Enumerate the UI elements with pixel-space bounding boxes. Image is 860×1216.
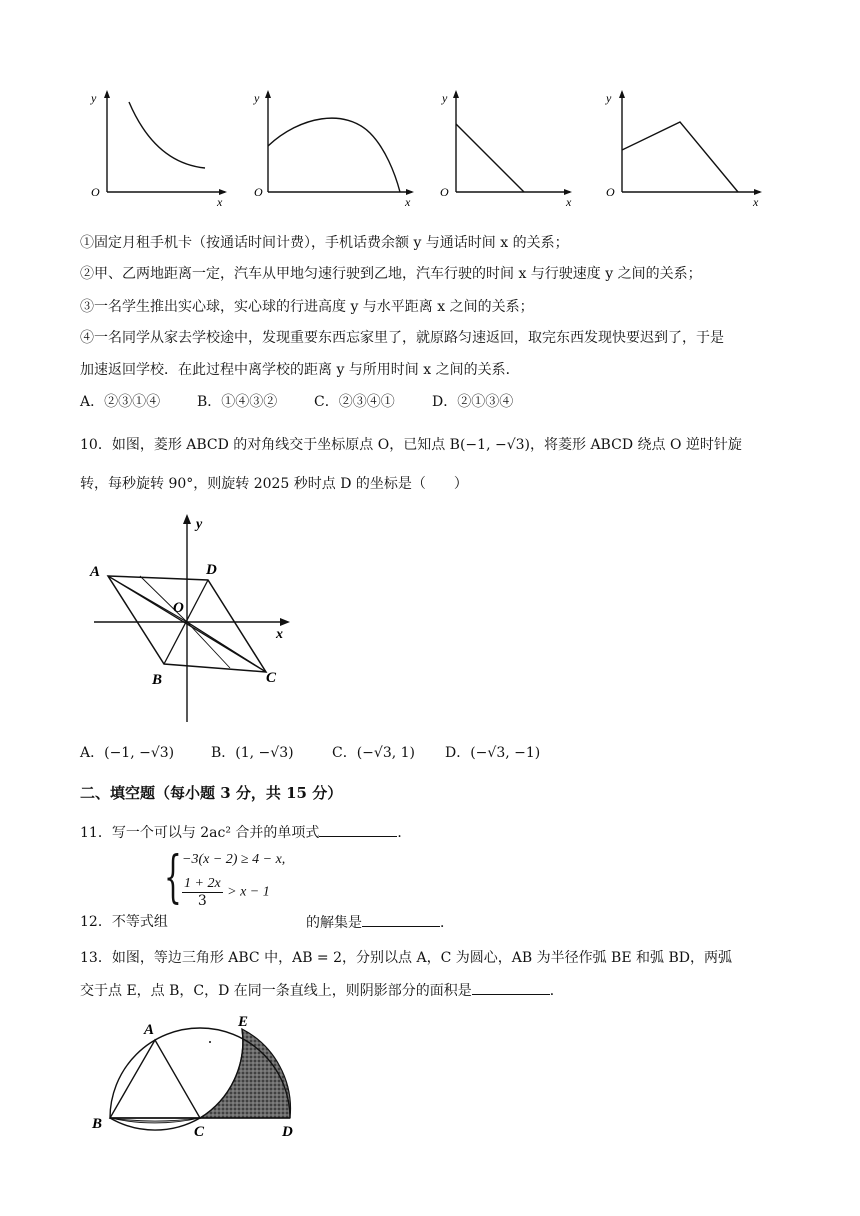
q12-fraction-denominator: 3: [197, 893, 207, 909]
vertex-b-label: B: [152, 672, 163, 688]
q9-item-4-line1: ④一名同学从家去学校途中，发现重要东西忘家里了，就原路匀速返回，取完东西发现快要迟到了，于是: [80, 330, 724, 346]
origin-label: O: [254, 185, 263, 199]
q10-line1: 10．如图，菱形 ABCD 的对角线交于坐标原点 O，已知点 B(−1, −√3)，将菱形 ABCD 绕点 O 逆时针旋: [80, 437, 742, 453]
y-label: y: [254, 91, 260, 105]
q9-graph-4: [590, 88, 770, 208]
q9-item-1: ①固定月租手机卡（按通话时间计费），手机话费余额 y 与通话时间 x 的关系；: [80, 235, 569, 251]
q10-rhombus-figure: [80, 508, 300, 728]
q9-graph-2: [250, 88, 420, 208]
q12-fraction-numerator: 1 + 2x: [184, 876, 221, 891]
vertex-d-label: D: [206, 562, 217, 578]
q11: [80, 822, 411, 843]
q12-suffix: [306, 912, 454, 933]
q13-arc-figure: [82, 1012, 312, 1144]
section-heading: 二、填空题（每小题 3 分，共 15 分）: [80, 784, 343, 802]
point-a-label: A: [144, 1022, 155, 1038]
q11-end: ．: [397, 825, 412, 841]
y-label: y: [442, 91, 448, 105]
q9-option-c: C．②③④①: [314, 394, 395, 410]
q12-suffix-text: 的解集是: [306, 915, 362, 931]
q12-end: ．: [440, 915, 454, 931]
point-b-label: B: [92, 1116, 103, 1132]
q13-line2: [80, 980, 564, 1001]
point-c-label: C: [194, 1124, 205, 1140]
q9-option-b: B．①④③②: [197, 394, 278, 410]
q13-end: ．: [549, 983, 564, 999]
y-label: y: [91, 91, 97, 105]
q9-graph-3: [420, 88, 580, 208]
q9-option-a: A．②③①④: [80, 394, 161, 410]
origin-label: O: [440, 185, 449, 199]
q9-item-4-line2: 加速返回学校．在此过程中离学校的距离 y 与所用时间 x 之间的关系．: [80, 362, 520, 378]
q9-graph-1: [85, 88, 235, 208]
origin-label: O: [91, 185, 100, 199]
x-label: x: [405, 195, 411, 208]
x-label: x: [566, 195, 572, 208]
y-label: y: [606, 91, 612, 105]
point-e-label: E: [238, 1014, 249, 1030]
q10-option-d: D．(−√3, −1): [445, 745, 541, 761]
q9-item-3: ③一名学生推出实心球，实心球的行进高度 y 与水平距离 x 之间的关系；: [80, 299, 534, 315]
q13-answer-blank: [472, 980, 550, 995]
q13-line2-text: 交于点 E，点 B，C，D 在同一条直线上，则阴影部分的面积是: [80, 983, 472, 999]
q10-line2: 转，每秒旋转 90°，则旋转 2025 秒时点 D 的坐标是（ ）: [80, 476, 468, 492]
x-label: x: [217, 195, 223, 208]
x-label: x: [753, 195, 759, 208]
q12-prefix: 12．不等式组: [80, 914, 168, 930]
q12-inequality-2: [182, 876, 270, 909]
vertex-a-label: A: [90, 564, 101, 580]
q9-option-d: D．②①③④: [432, 394, 514, 410]
origin-label: O: [606, 185, 615, 199]
point-d-label: D: [282, 1124, 293, 1140]
q10-option-b: B．(1, −√3): [211, 745, 294, 761]
q10-option-c: C．(−√3, 1): [332, 745, 416, 761]
q11-answer-blank: [319, 822, 397, 837]
q9-item-2: ②甲、乙两地距离一定，汽车从甲地匀速行驶到乙地，汽车行驶的时间 x 与行驶速度 y 之间的关系；: [80, 266, 702, 282]
q13-line1: 13．如图，等边三角形 ABC 中，AB = 2，分别以点 A，C 为圆心，AB 为半径作弧 BE 和弧 BD，两弧: [80, 950, 732, 966]
vertex-c-label: C: [266, 670, 277, 686]
q12-inequality-1: −3(x − 2) ≥ 4 − x,: [182, 852, 286, 867]
q10-option-a: A．(−1, −√3): [80, 745, 175, 761]
x-axis-label: x: [276, 627, 283, 642]
q12-brace: {: [164, 845, 182, 910]
origin-label: O: [173, 600, 184, 616]
q11-text: 11．写一个可以与 2ac² 合并的单项式: [80, 825, 320, 841]
y-axis-label: y: [196, 517, 203, 532]
q12-ineq2-rest: > x − 1: [227, 884, 270, 900]
q12-answer-blank: [362, 912, 440, 927]
